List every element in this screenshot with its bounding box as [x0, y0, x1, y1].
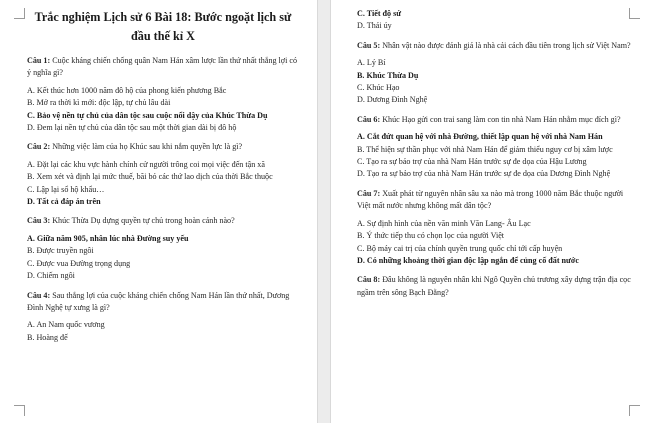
- answer-option: B. Xem xét và định lại mức thuế, bãi bỏ các thứ lao dịch của thời Bắc thuộc: [27, 172, 273, 182]
- question-label: Câu 2:: [27, 142, 51, 152]
- question-6: [357, 114, 638, 126]
- question-label: Câu 8:: [357, 275, 381, 285]
- question-text: Những việc làm của họ Khúc sau khi nắm quyền lực là gì?: [52, 142, 243, 152]
- answer-option-correct: D. Có những khoảng thời gian độc lập ngắn để củng cố đất nước: [357, 255, 579, 265]
- answer-option: D. Đem lại nền tự chủ của dân tộc sau một thời gian dài bị đô hộ: [27, 123, 237, 133]
- document-title: Trắc nghiệm Lịch sử 6 Bài 18: Bước ngoặt lịch sử đầu thế kỉ X: [34, 10, 292, 43]
- answer-option: B. Ý thức tiếp thu có chọn lọc của người Việt: [357, 231, 505, 241]
- question-text: Xuất phát từ nguyên nhân sâu xa nào mà trong 1000 năm Bắc thuộc người Việt mất nước nhưng không mất dân tộc?: [357, 188, 624, 211]
- crop-mark: [629, 405, 640, 416]
- crop-mark: [14, 405, 25, 416]
- question-text: Cuộc kháng chiến chống quân Nam Hán xâm lược lần thứ nhất thắng lợi có ý nghĩa gì?: [27, 56, 297, 78]
- answer-option-correct: D. Tất cả đáp án trên: [27, 197, 101, 207]
- question-label: Câu 3:: [27, 216, 51, 226]
- question-label: Câu 6:: [357, 114, 381, 124]
- page-gap: [318, 0, 330, 423]
- answer-option: C. Khúc Hạo: [357, 83, 400, 93]
- answer-option: A. Sự định hình của nền văn minh Văn Lang- Âu Lạc: [357, 218, 531, 228]
- answer-option-correct: B. Khúc Thừa Dụ: [357, 70, 419, 80]
- page-1: [0, 0, 318, 423]
- answer-option: B. Mở ra thời kì mới: độc lập, tự chủ lâu dài: [27, 98, 171, 108]
- question-label: Câu 7:: [357, 188, 381, 198]
- answer-option: C. Bộ máy cai trị của chính quyền trung quốc chỉ tới cấp huyện: [357, 243, 563, 253]
- question-4: [27, 290, 299, 315]
- answer-option-correct: A. Giữa năm 905, nhân lúc nhà Đường suy yếu: [27, 233, 189, 243]
- question-2: [27, 141, 299, 153]
- answer-option: C. Tạo ra sự bảo trợ của nhà Nam Hán trước sự đe dọa của Hậu Lương: [357, 157, 587, 167]
- answer-option: D. Chiếm ngôi: [27, 271, 75, 281]
- question-text: Đâu không là nguyên nhân khi Ngô Quyền chủ trương xây dựng trận địa cọc ngầm trên sông Bạch Đằng?: [357, 275, 631, 297]
- question-text: Khúc Thừa Dụ dựng quyền tự chủ trong hoàn cảnh nào?: [52, 216, 235, 226]
- question-label: Câu 5:: [357, 40, 381, 50]
- answer-option: B. Thể hiện sự thần phục với nhà Nam Hán để giảm thiểu nguy cơ bị xâm lược: [357, 144, 613, 154]
- answer-option: D. Tạo ra sự bảo trợ của nhà Nam Hán trước sự đe dọa của Dương Đình Nghệ: [357, 169, 611, 179]
- answer-option-correct: C. Tiết độ sứ: [357, 9, 402, 18]
- answer-option: D. Thái úy: [357, 21, 392, 31]
- answer-option-correct: C. Bảo vệ nền tự chủ của dân tộc sau cuộc nổi dậy của Khúc Thừa Dụ: [27, 110, 268, 120]
- question-7: [357, 188, 638, 213]
- question-text: Sau thắng lợi của cuộc kháng chiến chống Nam Hán lần thứ nhất, Dương Đình Nghệ tự xưng là gì?: [27, 290, 290, 312]
- answer-option: B. Hoàng đế: [27, 332, 68, 342]
- answer-option: C. Lập lại sổ hộ khẩu…: [27, 184, 105, 194]
- question-8: [357, 274, 638, 299]
- question-text: Khúc Hạo gửi con trai sang làm con tin nhà Nam Hán nhằm mục đích gì?: [382, 114, 621, 124]
- crop-mark: [14, 8, 25, 19]
- question-1: [27, 55, 299, 80]
- answer-option: C. Được vua Đường trọng dụng: [27, 258, 131, 268]
- question-label: Câu 4:: [27, 290, 51, 300]
- answer-option: A. Kết thúc hơn 1000 năm đô hộ của phong kiến phương Bắc: [27, 85, 227, 95]
- answer-option: B. Được truyền ngôi: [27, 246, 94, 256]
- answer-option: D. Dương Đình Nghệ: [357, 95, 428, 105]
- page-2: [330, 0, 650, 423]
- answer-option: A. Lý Bí: [357, 58, 386, 68]
- answer-option: A. An Nam quốc vương: [27, 320, 105, 330]
- question-text: Nhân vật nào được đánh giá là nhà cải cách đầu tiên trong lịch sử Việt Nam?: [382, 40, 631, 50]
- question-3: [27, 215, 299, 227]
- answer-option: A. Đặt lại các khu vực hành chính cử người trông coi mọi việc đến tận xã: [27, 159, 265, 169]
- question-5: [357, 40, 638, 52]
- crop-mark: [629, 8, 640, 19]
- answer-option-correct: A. Cắt đứt quan hệ với nhà Đường, thiết lập quan hệ với nhà Nam Hán: [357, 132, 603, 142]
- question-label: Câu 1:: [27, 56, 51, 65]
